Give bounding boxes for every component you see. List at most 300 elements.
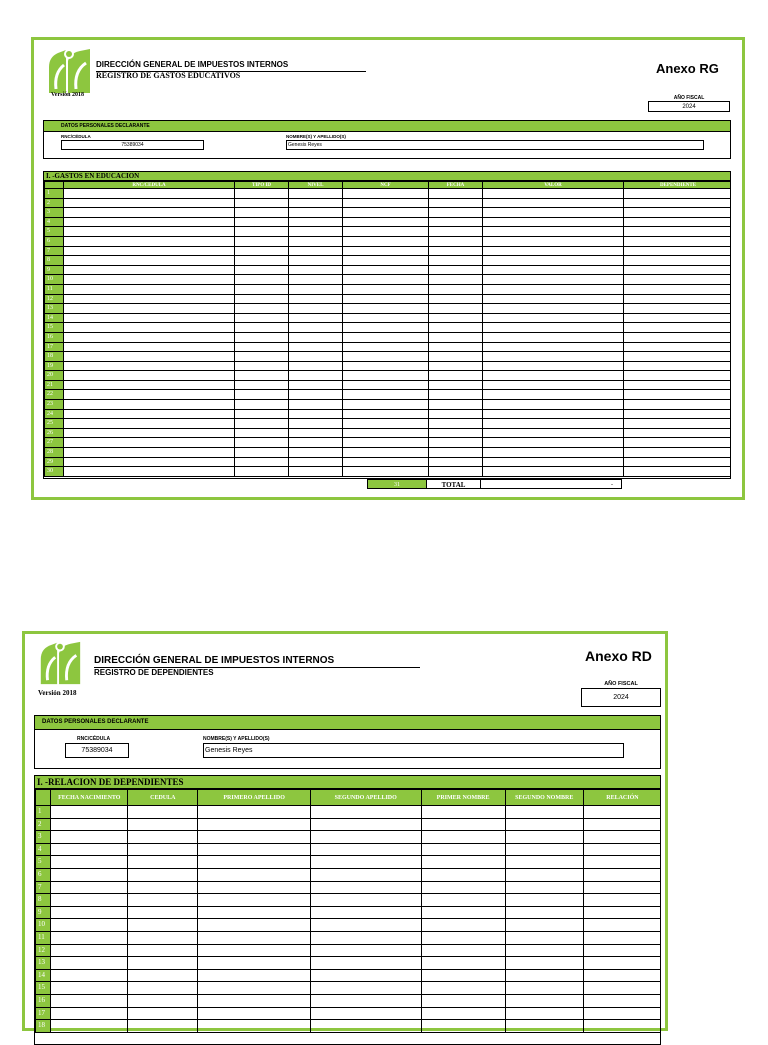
table-cell[interactable] <box>583 1007 661 1020</box>
table-cell[interactable] <box>235 438 289 448</box>
table-cell[interactable] <box>343 352 429 362</box>
table-cell[interactable] <box>429 409 483 419</box>
table-cell[interactable] <box>128 856 198 869</box>
table-cell[interactable] <box>343 217 429 227</box>
table-cell[interactable] <box>235 323 289 333</box>
table-cell[interactable] <box>429 256 483 266</box>
table-cell[interactable] <box>429 390 483 400</box>
table-cell[interactable] <box>343 371 429 381</box>
table-cell[interactable] <box>483 400 624 410</box>
table-cell[interactable] <box>128 969 198 982</box>
table-cell[interactable] <box>583 868 661 881</box>
table-cell[interactable] <box>505 969 583 982</box>
table-cell[interactable] <box>429 352 483 362</box>
table-cell[interactable] <box>289 236 343 246</box>
table-cell[interactable] <box>235 246 289 256</box>
table-cell[interactable] <box>289 294 343 304</box>
table-cell[interactable] <box>289 457 343 467</box>
table-cell[interactable] <box>64 208 235 218</box>
table-cell[interactable] <box>51 894 128 907</box>
table-cell[interactable] <box>289 380 343 390</box>
table-cell[interactable] <box>289 428 343 438</box>
table-cell[interactable] <box>198 982 311 995</box>
table-cell[interactable] <box>64 409 235 419</box>
table-cell[interactable] <box>429 380 483 390</box>
table-cell[interactable] <box>429 208 483 218</box>
table-cell[interactable] <box>505 894 583 907</box>
table-cell[interactable] <box>429 323 483 333</box>
table-cell[interactable] <box>64 236 235 246</box>
table-cell[interactable] <box>421 969 505 982</box>
table-cell[interactable] <box>310 806 421 819</box>
table-cell[interactable] <box>289 217 343 227</box>
table-cell[interactable] <box>64 467 235 477</box>
table-cell[interactable] <box>624 236 732 246</box>
table-cell[interactable] <box>128 906 198 919</box>
table-cell[interactable] <box>198 806 311 819</box>
table-cell[interactable] <box>289 323 343 333</box>
table-cell[interactable] <box>483 217 624 227</box>
table-cell[interactable] <box>505 919 583 932</box>
table-cell[interactable] <box>310 818 421 831</box>
table-cell[interactable] <box>64 438 235 448</box>
table-cell[interactable] <box>429 342 483 352</box>
table-cell[interactable] <box>64 371 235 381</box>
table-cell[interactable] <box>343 409 429 419</box>
table-cell[interactable] <box>583 843 661 856</box>
table-cell[interactable] <box>483 294 624 304</box>
table-cell[interactable] <box>505 881 583 894</box>
table-cell[interactable] <box>128 944 198 957</box>
table-cell[interactable] <box>583 919 661 932</box>
table-cell[interactable] <box>483 265 624 275</box>
table-cell[interactable] <box>483 198 624 208</box>
table-cell[interactable] <box>624 198 732 208</box>
table-cell[interactable] <box>51 982 128 995</box>
table-cell[interactable] <box>421 982 505 995</box>
table-cell[interactable] <box>235 236 289 246</box>
table-cell[interactable] <box>421 894 505 907</box>
table-cell[interactable] <box>429 332 483 342</box>
table-cell[interactable] <box>343 361 429 371</box>
table-cell[interactable] <box>64 448 235 458</box>
table-cell[interactable] <box>429 294 483 304</box>
table-cell[interactable] <box>343 323 429 333</box>
table-cell[interactable] <box>198 919 311 932</box>
table-cell[interactable] <box>310 957 421 970</box>
table-cell[interactable] <box>624 189 732 199</box>
table-cell[interactable] <box>483 457 624 467</box>
table-cell[interactable] <box>421 818 505 831</box>
table-cell[interactable] <box>505 806 583 819</box>
table-cell[interactable] <box>235 448 289 458</box>
table-cell[interactable] <box>421 843 505 856</box>
table-cell[interactable] <box>198 944 311 957</box>
table-cell[interactable] <box>289 208 343 218</box>
table-cell[interactable] <box>343 246 429 256</box>
table-cell[interactable] <box>483 256 624 266</box>
table-cell[interactable] <box>483 323 624 333</box>
table-cell[interactable] <box>51 994 128 1007</box>
name-field[interactable]: Genesis Reyes <box>203 743 624 758</box>
table-cell[interactable] <box>235 400 289 410</box>
table-cell[interactable] <box>289 390 343 400</box>
table-cell[interactable] <box>583 1020 661 1033</box>
table-cell[interactable] <box>51 957 128 970</box>
table-cell[interactable] <box>583 818 661 831</box>
table-cell[interactable] <box>289 438 343 448</box>
table-cell[interactable] <box>343 467 429 477</box>
table-cell[interactable] <box>429 419 483 429</box>
table-cell[interactable] <box>624 400 732 410</box>
table-cell[interactable] <box>235 361 289 371</box>
table-cell[interactable] <box>624 323 732 333</box>
table-cell[interactable] <box>429 246 483 256</box>
table-cell[interactable] <box>429 265 483 275</box>
table-cell[interactable] <box>624 380 732 390</box>
table-cell[interactable] <box>64 400 235 410</box>
table-cell[interactable] <box>624 227 732 237</box>
table-cell[interactable] <box>128 994 198 1007</box>
table-cell[interactable] <box>51 881 128 894</box>
table-cell[interactable] <box>421 806 505 819</box>
table-cell[interactable] <box>429 448 483 458</box>
table-cell[interactable] <box>310 944 421 957</box>
rnc-field[interactable]: 75389034 <box>61 140 204 150</box>
table-cell[interactable] <box>128 957 198 970</box>
table-cell[interactable] <box>235 380 289 390</box>
table-cell[interactable] <box>128 1020 198 1033</box>
table-cell[interactable] <box>343 380 429 390</box>
table-cell[interactable] <box>289 246 343 256</box>
table-cell[interactable] <box>421 906 505 919</box>
table-cell[interactable] <box>483 246 624 256</box>
table-cell[interactable] <box>310 906 421 919</box>
table-cell[interactable] <box>624 284 732 294</box>
table-cell[interactable] <box>343 313 429 323</box>
table-cell[interactable] <box>235 208 289 218</box>
table-cell[interactable] <box>343 227 429 237</box>
table-cell[interactable] <box>310 982 421 995</box>
table-cell[interactable] <box>583 944 661 957</box>
table-cell[interactable] <box>51 843 128 856</box>
table-cell[interactable] <box>51 868 128 881</box>
table-cell[interactable] <box>624 342 732 352</box>
table-cell[interactable] <box>235 227 289 237</box>
table-cell[interactable] <box>128 1007 198 1020</box>
table-cell[interactable] <box>198 868 311 881</box>
table-cell[interactable] <box>198 994 311 1007</box>
table-cell[interactable] <box>483 304 624 314</box>
table-cell[interactable] <box>198 969 311 982</box>
table-cell[interactable] <box>235 294 289 304</box>
table-cell[interactable] <box>343 198 429 208</box>
table-cell[interactable] <box>483 467 624 477</box>
table-cell[interactable] <box>198 818 311 831</box>
table-cell[interactable] <box>429 457 483 467</box>
table-cell[interactable] <box>624 352 732 362</box>
table-cell[interactable] <box>429 361 483 371</box>
table-cell[interactable] <box>343 332 429 342</box>
table-cell[interactable] <box>624 457 732 467</box>
table-cell[interactable] <box>235 313 289 323</box>
table-cell[interactable] <box>310 831 421 844</box>
table-cell[interactable] <box>421 994 505 1007</box>
table-cell[interactable] <box>483 236 624 246</box>
table-cell[interactable] <box>289 198 343 208</box>
table-cell[interactable] <box>343 208 429 218</box>
table-cell[interactable] <box>235 189 289 199</box>
table-cell[interactable] <box>343 342 429 352</box>
table-cell[interactable] <box>505 1007 583 1020</box>
table-cell[interactable] <box>343 284 429 294</box>
table-cell[interactable] <box>583 982 661 995</box>
table-cell[interactable] <box>505 931 583 944</box>
table-cell[interactable] <box>583 969 661 982</box>
table-cell[interactable] <box>310 931 421 944</box>
table-cell[interactable] <box>310 843 421 856</box>
table-cell[interactable] <box>624 304 732 314</box>
table-cell[interactable] <box>235 256 289 266</box>
table-cell[interactable] <box>429 227 483 237</box>
table-cell[interactable] <box>64 189 235 199</box>
table-cell[interactable] <box>624 265 732 275</box>
table-cell[interactable] <box>64 419 235 429</box>
table-cell[interactable] <box>505 1020 583 1033</box>
table-cell[interactable] <box>289 467 343 477</box>
table-cell[interactable] <box>289 332 343 342</box>
table-cell[interactable] <box>624 256 732 266</box>
table-cell[interactable] <box>235 467 289 477</box>
table-cell[interactable] <box>505 868 583 881</box>
table-cell[interactable] <box>64 361 235 371</box>
table-cell[interactable] <box>235 390 289 400</box>
table-cell[interactable] <box>64 294 235 304</box>
table-cell[interactable] <box>64 246 235 256</box>
table-cell[interactable] <box>343 275 429 285</box>
table-cell[interactable] <box>310 1020 421 1033</box>
table-cell[interactable] <box>128 931 198 944</box>
table-cell[interactable] <box>310 868 421 881</box>
table-cell[interactable] <box>624 448 732 458</box>
table-cell[interactable] <box>421 1007 505 1020</box>
table-cell[interactable] <box>128 881 198 894</box>
table-cell[interactable] <box>128 894 198 907</box>
table-cell[interactable] <box>64 352 235 362</box>
table-cell[interactable] <box>421 919 505 932</box>
table-cell[interactable] <box>51 806 128 819</box>
table-cell[interactable] <box>235 457 289 467</box>
table-cell[interactable] <box>624 390 732 400</box>
table-cell[interactable] <box>51 919 128 932</box>
table-cell[interactable] <box>310 1007 421 1020</box>
table-cell[interactable] <box>343 419 429 429</box>
table-cell[interactable] <box>343 448 429 458</box>
table-cell[interactable] <box>235 217 289 227</box>
table-cell[interactable] <box>505 957 583 970</box>
fiscal-year-field[interactable]: 2024 <box>648 101 730 112</box>
table-cell[interactable] <box>310 919 421 932</box>
table-cell[interactable] <box>64 323 235 333</box>
table-cell[interactable] <box>64 284 235 294</box>
table-cell[interactable] <box>483 380 624 390</box>
table-cell[interactable] <box>289 371 343 381</box>
table-cell[interactable] <box>64 332 235 342</box>
table-cell[interactable] <box>51 1020 128 1033</box>
table-cell[interactable] <box>343 438 429 448</box>
table-cell[interactable] <box>343 428 429 438</box>
table-cell[interactable] <box>310 994 421 1007</box>
table-cell[interactable] <box>421 931 505 944</box>
table-cell[interactable] <box>289 284 343 294</box>
table-cell[interactable] <box>343 294 429 304</box>
table-cell[interactable] <box>64 342 235 352</box>
table-cell[interactable] <box>624 428 732 438</box>
table-cell[interactable] <box>64 198 235 208</box>
table-cell[interactable] <box>505 982 583 995</box>
table-cell[interactable] <box>429 400 483 410</box>
table-cell[interactable] <box>64 227 235 237</box>
table-cell[interactable] <box>483 227 624 237</box>
table-cell[interactable] <box>51 969 128 982</box>
table-cell[interactable] <box>235 371 289 381</box>
table-cell[interactable] <box>483 371 624 381</box>
rnc-field[interactable]: 75389034 <box>65 743 129 758</box>
table-cell[interactable] <box>583 957 661 970</box>
table-cell[interactable] <box>429 428 483 438</box>
table-cell[interactable] <box>289 352 343 362</box>
table-cell[interactable] <box>289 361 343 371</box>
table-cell[interactable] <box>429 284 483 294</box>
table-cell[interactable] <box>235 419 289 429</box>
table-cell[interactable] <box>483 428 624 438</box>
table-cell[interactable] <box>483 189 624 199</box>
table-cell[interactable] <box>343 256 429 266</box>
table-cell[interactable] <box>624 294 732 304</box>
table-cell[interactable] <box>128 919 198 932</box>
table-cell[interactable] <box>289 448 343 458</box>
table-cell[interactable] <box>235 428 289 438</box>
table-cell[interactable] <box>624 371 732 381</box>
table-cell[interactable] <box>235 332 289 342</box>
table-cell[interactable] <box>51 906 128 919</box>
table-cell[interactable] <box>343 304 429 314</box>
table-cell[interactable] <box>64 380 235 390</box>
table-cell[interactable] <box>64 256 235 266</box>
table-cell[interactable] <box>624 438 732 448</box>
table-cell[interactable] <box>198 957 311 970</box>
table-cell[interactable] <box>624 361 732 371</box>
table-cell[interactable] <box>64 428 235 438</box>
table-cell[interactable] <box>235 352 289 362</box>
table-cell[interactable] <box>289 400 343 410</box>
table-cell[interactable] <box>421 881 505 894</box>
table-cell[interactable] <box>624 332 732 342</box>
table-cell[interactable] <box>483 275 624 285</box>
table-cell[interactable] <box>429 467 483 477</box>
table-cell[interactable] <box>198 856 311 869</box>
table-cell[interactable] <box>310 969 421 982</box>
table-cell[interactable] <box>64 217 235 227</box>
table-cell[interactable] <box>64 313 235 323</box>
table-cell[interactable] <box>235 265 289 275</box>
table-cell[interactable] <box>343 400 429 410</box>
table-cell[interactable] <box>483 448 624 458</box>
table-cell[interactable] <box>583 806 661 819</box>
table-cell[interactable] <box>64 265 235 275</box>
table-cell[interactable] <box>429 371 483 381</box>
table-cell[interactable] <box>64 275 235 285</box>
table-cell[interactable] <box>128 868 198 881</box>
table-cell[interactable] <box>483 390 624 400</box>
table-cell[interactable] <box>198 1020 311 1033</box>
table-cell[interactable] <box>198 881 311 894</box>
table-cell[interactable] <box>198 1007 311 1020</box>
table-cell[interactable] <box>128 818 198 831</box>
table-cell[interactable] <box>505 818 583 831</box>
table-cell[interactable] <box>235 304 289 314</box>
table-cell[interactable] <box>51 944 128 957</box>
table-cell[interactable] <box>429 438 483 448</box>
table-cell[interactable] <box>128 806 198 819</box>
table-cell[interactable] <box>198 894 311 907</box>
table-cell[interactable] <box>483 284 624 294</box>
table-cell[interactable] <box>483 361 624 371</box>
table-cell[interactable] <box>343 236 429 246</box>
table-cell[interactable] <box>429 189 483 199</box>
table-cell[interactable] <box>429 313 483 323</box>
table-cell[interactable] <box>505 856 583 869</box>
table-cell[interactable] <box>483 419 624 429</box>
table-cell[interactable] <box>310 881 421 894</box>
table-cell[interactable] <box>505 906 583 919</box>
table-cell[interactable] <box>289 342 343 352</box>
table-cell[interactable] <box>235 275 289 285</box>
table-cell[interactable] <box>483 409 624 419</box>
table-cell[interactable] <box>51 856 128 869</box>
table-cell[interactable] <box>343 457 429 467</box>
table-cell[interactable] <box>51 931 128 944</box>
name-field[interactable]: Genesis Reyes <box>286 140 704 150</box>
table-cell[interactable] <box>624 208 732 218</box>
table-cell[interactable] <box>421 868 505 881</box>
table-cell[interactable] <box>128 843 198 856</box>
table-cell[interactable] <box>289 313 343 323</box>
table-cell[interactable] <box>583 881 661 894</box>
table-cell[interactable] <box>505 994 583 1007</box>
table-cell[interactable] <box>624 419 732 429</box>
table-cell[interactable] <box>583 931 661 944</box>
table-cell[interactable] <box>505 944 583 957</box>
table-cell[interactable] <box>235 409 289 419</box>
table-cell[interactable] <box>421 856 505 869</box>
table-cell[interactable] <box>51 818 128 831</box>
table-cell[interactable] <box>483 438 624 448</box>
table-cell[interactable] <box>128 831 198 844</box>
table-cell[interactable] <box>289 409 343 419</box>
table-cell[interactable] <box>198 931 311 944</box>
table-cell[interactable] <box>624 246 732 256</box>
table-cell[interactable] <box>289 275 343 285</box>
table-cell[interactable] <box>289 189 343 199</box>
table-cell[interactable] <box>310 856 421 869</box>
table-cell[interactable] <box>289 265 343 275</box>
total-value-field[interactable]: - <box>481 479 622 489</box>
table-cell[interactable] <box>624 275 732 285</box>
table-cell[interactable] <box>198 906 311 919</box>
table-cell[interactable] <box>421 944 505 957</box>
table-cell[interactable] <box>624 217 732 227</box>
